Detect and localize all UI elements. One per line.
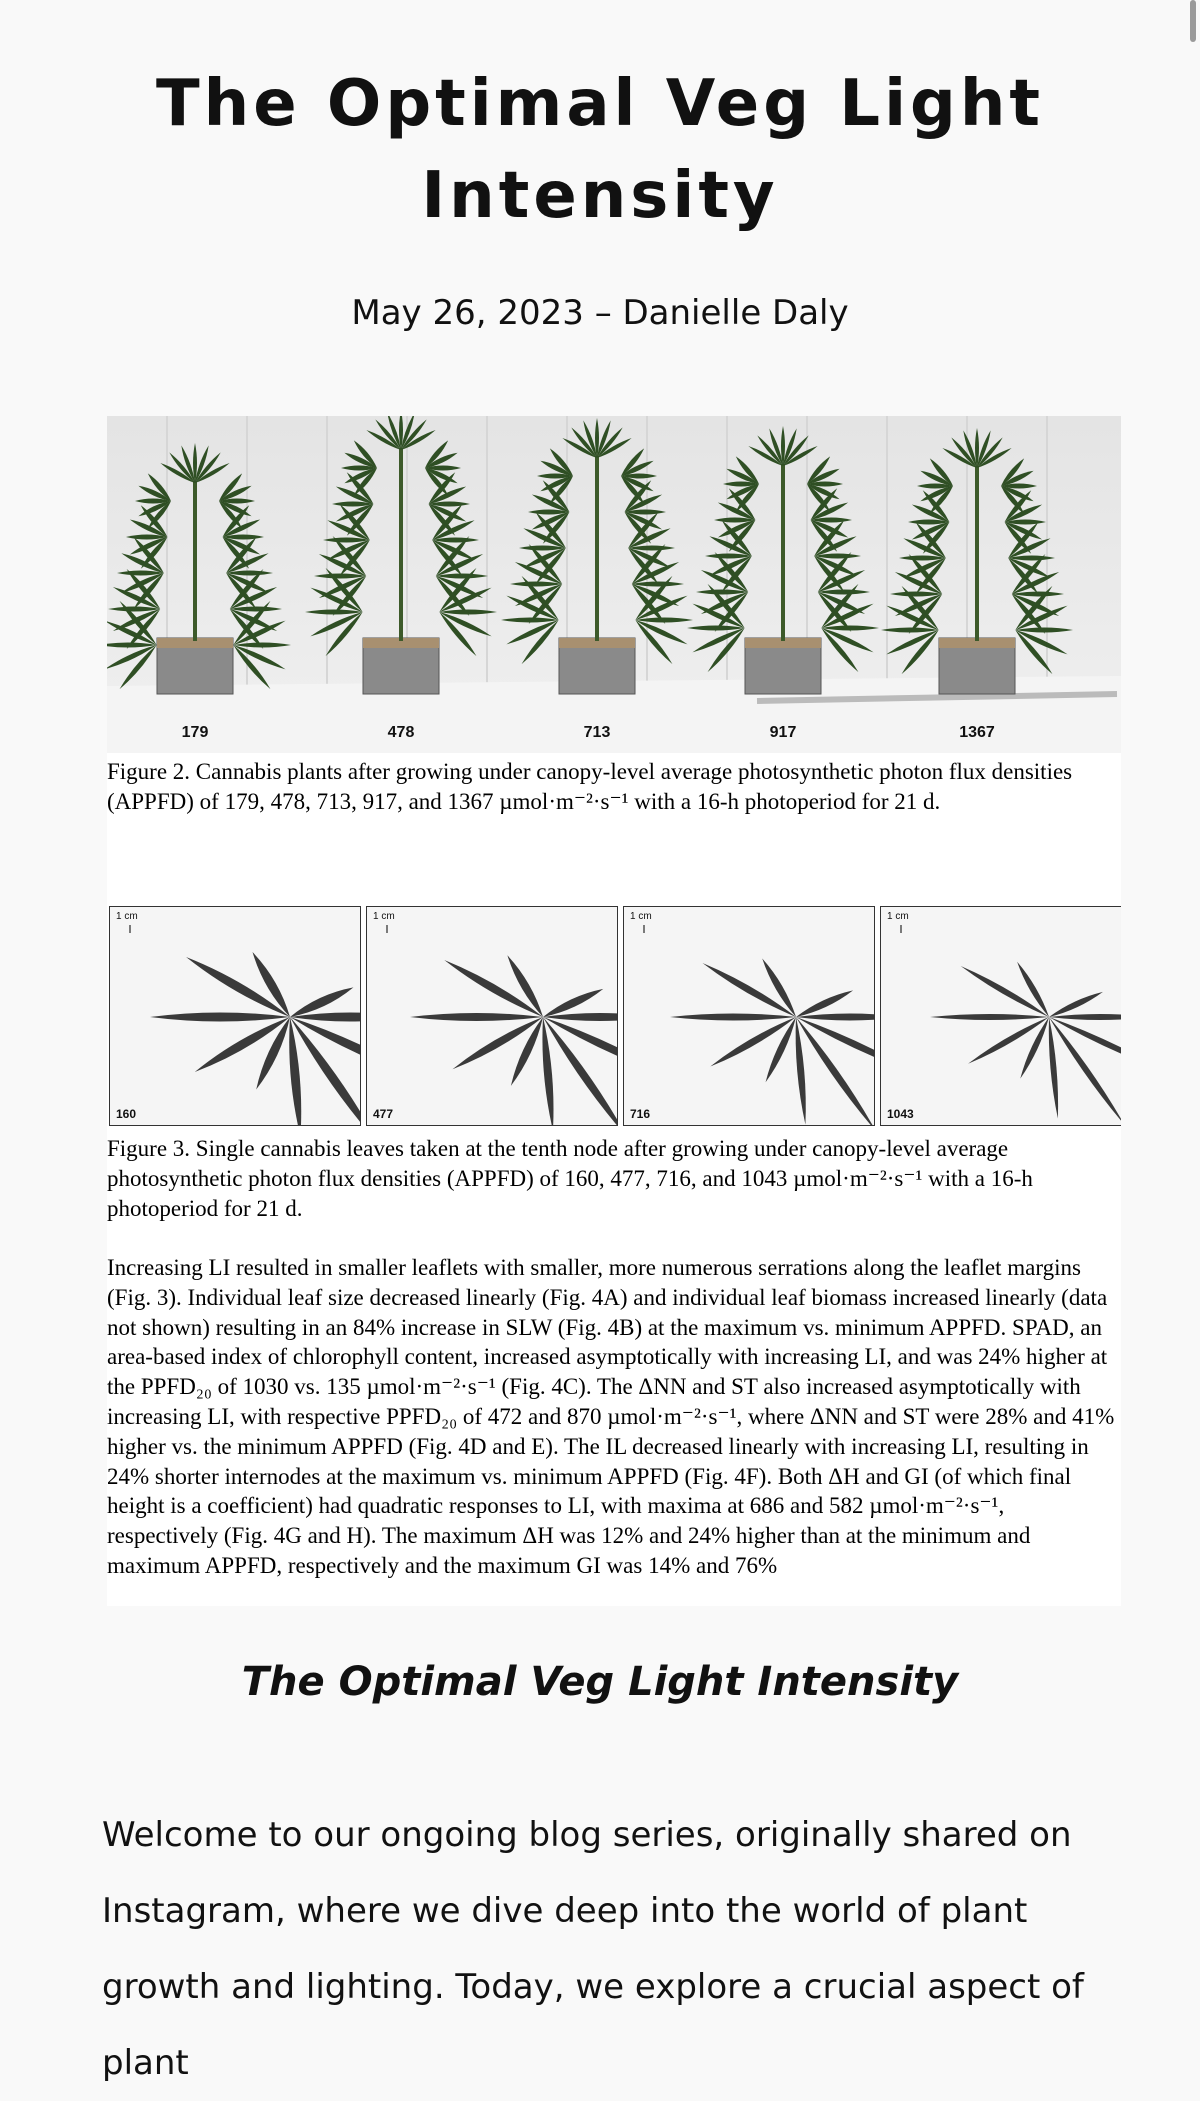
leaf-image <box>624 907 874 1125</box>
scrollbar[interactable] <box>1190 0 1196 42</box>
plant-label: 917 <box>769 724 797 741</box>
post-meta: May 26, 2023 – Danielle Daly <box>351 293 849 333</box>
figure-2-caption: Figure 2. Cannabis plants after growing under canopy-level average photosynthetic photon flux densities (APPFD) of 179, 478, 713, 917, and 1367 µmol·m⁻²·s⁻¹ with a 16-h photoperiod for 21 d. <box>107 759 1073 814</box>
leaf-panel <box>109 906 361 1126</box>
leaf-label: 477 <box>373 1107 394 1121</box>
leaf-shape <box>150 950 360 1125</box>
leaf-shape <box>410 953 617 1125</box>
plant-photo <box>107 416 1121 753</box>
leaf-panel <box>880 906 1121 1126</box>
plant-photo-svg <box>107 416 1121 753</box>
results-paragraph: Increasing LI resulted in smaller leaflets with smaller, more numerous serrations along the leaflet margins (Fig. 3). Individual leaf size decreased linearly (Fig. 4A) and individual leaf biomass increased linearly (data not shown) resulting in an 84% increase in SLW (Fig. 4B) at the maximum vs. minimum APPFD. SPAD, an area-based index of chlorophyll content, increased asymptotically with increasing LI, and was 24% higher at the PPFD₂₀ of 1030 vs. 135 µmol·m⁻²·s⁻¹ (Fig. 4C). The ΔNN and ST also increased asymptotically with increasing LI, with respective PPFD₂₀ of 472 and 870 µmol·m⁻²·s⁻¹, where ΔNN and ST were 28% and 41% higher vs. the minimum APPFD (Fig. 4D and E). The IL decreased linearly with increasing LI, resulting in 24% shorter internodes at the maximum vs. minimum APPFD (Fig. 4F). Both ΔH and GI (of which final height is a coefficient) had quadratic responses to LI, with maxima at 686 and 582 µmol·m⁻²·s⁻¹, respectively (Fig. 4G and H). The maximum ΔH was 12% and 24% higher than at the minimum and maximum APPFD, respectively and the maximum GI was 14% and 76% <box>107 1255 1115 1578</box>
leaf-panels <box>107 906 1121 1128</box>
intro-paragraph: Welcome to our ongoing blog series, originally shared on Instagram, where we dive deep into the world of plant growth and lighting. Today, we explore a crucial aspect of plant <box>102 1815 1084 2083</box>
plant-label: 1367 <box>959 724 995 741</box>
leaf-shape <box>670 957 874 1125</box>
plant-label: 713 <box>583 724 611 741</box>
article-figure-image <box>107 416 1121 1606</box>
leaf-label: 1043 <box>887 1107 914 1121</box>
leaf-label: 716 <box>630 1107 651 1121</box>
leaf-label: 160 <box>116 1107 137 1121</box>
figure-3-caption: Figure 3. Single cannabis leaves taken at the tenth node after growing under canopy-level average photosynthetic photon flux densities (APPFD) of 160, 477, 716, and 1043 µmol·m⁻²·s⁻¹ with a 16-h photoperiod for 21 d. <box>107 1136 1033 1221</box>
section-heading: The Optimal Veg Light Intensity <box>241 1659 959 1705</box>
scale-label: 1 cm <box>630 911 652 922</box>
scale-label: 1 cm <box>887 911 909 922</box>
scale-label: 1 cm <box>373 911 395 922</box>
leaf-image <box>367 907 617 1125</box>
plant-label: 478 <box>387 724 415 741</box>
page-title: The Optimal Veg Light Intensity <box>156 67 1044 233</box>
plant-label: 179 <box>181 724 209 741</box>
leaf-shape <box>930 960 1121 1125</box>
scale-label: 1 cm <box>116 911 138 922</box>
leaf-panel <box>623 906 875 1126</box>
leaf-image <box>110 907 360 1125</box>
leaf-image <box>881 907 1121 1125</box>
leaf-panel <box>366 906 618 1126</box>
